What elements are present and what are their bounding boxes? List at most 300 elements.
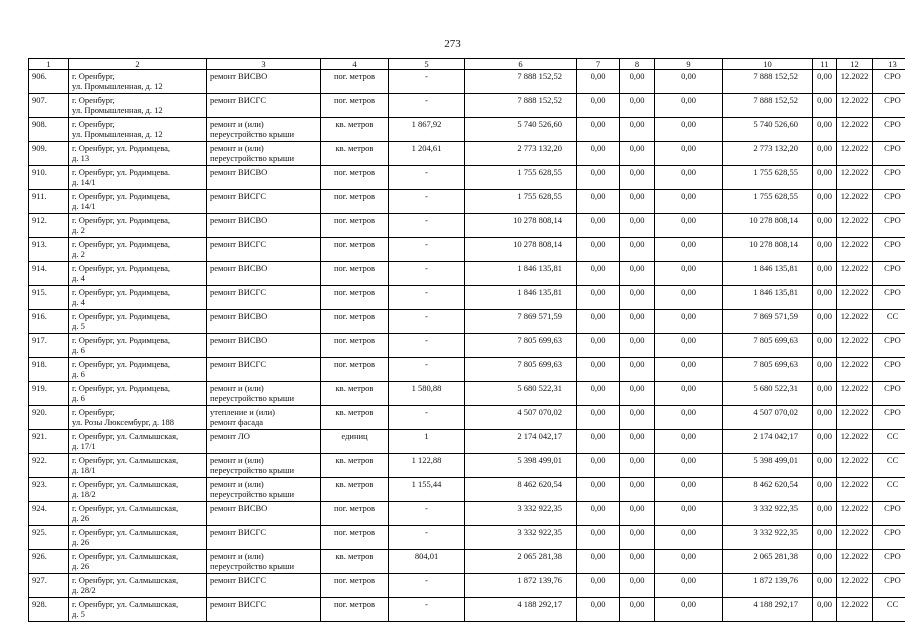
column-header: 1: [29, 59, 69, 70]
unit-cell: кв. метров: [321, 478, 389, 502]
table-row: [29, 214, 905, 238]
cost-cell: 3 332 922,35: [465, 526, 577, 550]
work-type-cell: [207, 502, 321, 526]
table-row: [29, 142, 905, 166]
cost-cell: 4 188 292,17: [465, 598, 577, 622]
date-cell: 12.2022: [837, 550, 873, 574]
date-cell: 12.2022: [837, 478, 873, 502]
table-row: [29, 262, 905, 286]
total-cell: 1 755 628,55: [723, 166, 813, 190]
value-cell-9: 0,00: [655, 574, 723, 598]
value-cell-11: 0,00: [813, 334, 837, 358]
source-cell: СРО: [873, 502, 905, 526]
work-line: ремонт ВИСГС: [210, 95, 266, 105]
cost-cell: 1 846 135,81: [465, 286, 577, 310]
date-cell: 12.2022: [837, 166, 873, 190]
total-cell: 1 846 135,81: [723, 262, 813, 286]
unit-cell: кв. метров: [321, 454, 389, 478]
value-cell-7: 0,00: [577, 550, 620, 574]
value-cell-8: 0,00: [620, 526, 655, 550]
address-cell: [69, 310, 207, 334]
value-cell-9: 0,00: [655, 598, 723, 622]
value-cell-7: 0,00: [577, 142, 620, 166]
work-type-cell: [207, 190, 321, 214]
value-cell-9: 0,00: [655, 262, 723, 286]
row-number: 920.: [29, 406, 69, 430]
address-line: д. 4: [72, 273, 85, 283]
work-type-cell: [207, 478, 321, 502]
row-number: 907.: [29, 94, 69, 118]
address-line: д. 14/1: [72, 177, 96, 187]
value-cell-9: 0,00: [655, 286, 723, 310]
work-line: ремонт ВИСВО: [210, 335, 268, 345]
row-number: 910.: [29, 166, 69, 190]
work-type-cell: [207, 238, 321, 262]
table-row: [29, 310, 905, 334]
date-cell: 12.2022: [837, 358, 873, 382]
unit-cell: кв. метров: [321, 382, 389, 406]
total-cell: 1 755 628,55: [723, 190, 813, 214]
address-line: г. Оренбург, ул. Салмышская,: [72, 431, 179, 441]
area-cell: -: [389, 574, 465, 598]
address-line: д. 13: [72, 153, 90, 163]
table-header: [29, 59, 905, 70]
repair-register-table: [28, 58, 905, 622]
source-cell: СРО: [873, 94, 905, 118]
work-line: ремонт и (или): [210, 455, 264, 465]
value-cell-7: 0,00: [577, 214, 620, 238]
work-line: ремонт ВИСВО: [210, 263, 268, 273]
area-cell: 1 155,44: [389, 478, 465, 502]
work-line: ремонт и (или): [210, 119, 264, 129]
area-cell: -: [389, 262, 465, 286]
address-cell: [69, 502, 207, 526]
cost-cell: 7 888 152,52: [465, 70, 577, 94]
date-cell: 12.2022: [837, 574, 873, 598]
value-cell-7: 0,00: [577, 382, 620, 406]
total-cell: 3 332 922,35: [723, 526, 813, 550]
address-line: г. Оренбург, ул. Салмышская,: [72, 527, 179, 537]
table-row: [29, 286, 905, 310]
date-cell: 12.2022: [837, 502, 873, 526]
date-cell: 12.2022: [837, 598, 873, 622]
address-cell: [69, 262, 207, 286]
value-cell-7: 0,00: [577, 238, 620, 262]
total-cell: 5 398 499,01: [723, 454, 813, 478]
value-cell-8: 0,00: [620, 334, 655, 358]
source-cell: СРО: [873, 166, 905, 190]
row-number: 909.: [29, 142, 69, 166]
value-cell-8: 0,00: [620, 262, 655, 286]
work-line: ремонт ВИСГС: [210, 575, 266, 585]
date-cell: 12.2022: [837, 286, 873, 310]
source-cell: СС: [873, 310, 905, 334]
address-line: д. 6: [72, 369, 85, 379]
value-cell-11: 0,00: [813, 94, 837, 118]
work-line: ремонт ВИСГС: [210, 527, 266, 537]
value-cell-11: 0,00: [813, 286, 837, 310]
table-row: [29, 118, 905, 142]
unit-cell: пог. метров: [321, 526, 389, 550]
address-cell: [69, 478, 207, 502]
column-header: 3: [207, 59, 321, 70]
total-cell: 5 740 526,60: [723, 118, 813, 142]
source-cell: СРО: [873, 142, 905, 166]
cost-cell: 7 805 699,63: [465, 334, 577, 358]
value-cell-8: 0,00: [620, 310, 655, 334]
column-header: 8: [620, 59, 655, 70]
row-number: 919.: [29, 382, 69, 406]
table-body: [29, 70, 905, 622]
value-cell-7: 0,00: [577, 574, 620, 598]
table-row: [29, 454, 905, 478]
unit-cell: пог. метров: [321, 502, 389, 526]
area-cell: -: [389, 526, 465, 550]
area-cell: 1 580,88: [389, 382, 465, 406]
value-cell-9: 0,00: [655, 166, 723, 190]
date-cell: 12.2022: [837, 310, 873, 334]
address-line: д. 26: [72, 561, 90, 571]
row-number: 917.: [29, 334, 69, 358]
total-cell: 3 332 922,35: [723, 502, 813, 526]
column-header: 7: [577, 59, 620, 70]
value-cell-11: 0,00: [813, 382, 837, 406]
column-header: 12: [837, 59, 873, 70]
address-cell: [69, 574, 207, 598]
address-line: г. Оренбург, ул. Салмышская,: [72, 551, 179, 561]
date-cell: 12.2022: [837, 406, 873, 430]
address-line: г. Оренбург,: [72, 407, 115, 417]
address-cell: [69, 358, 207, 382]
value-cell-9: 0,00: [655, 526, 723, 550]
table-row: [29, 358, 905, 382]
source-cell: СРО: [873, 118, 905, 142]
address-cell: [69, 430, 207, 454]
work-line: переустройство крыши: [210, 489, 295, 499]
value-cell-11: 0,00: [813, 358, 837, 382]
cost-cell: 1 846 135,81: [465, 262, 577, 286]
cost-cell: 10 278 808,14: [465, 238, 577, 262]
address-line: д. 17/1: [72, 441, 96, 451]
unit-cell: пог. метров: [321, 94, 389, 118]
value-cell-8: 0,00: [620, 118, 655, 142]
row-number: 918.: [29, 358, 69, 382]
work-line: переустройство крыши: [210, 153, 295, 163]
address-line: г. Оренбург, ул. Родимцева.: [72, 167, 171, 177]
address-line: г. Оренбург, ул. Родимцева,: [72, 359, 171, 369]
value-cell-9: 0,00: [655, 94, 723, 118]
table-row: [29, 406, 905, 430]
source-cell: СРО: [873, 214, 905, 238]
row-number: 922.: [29, 454, 69, 478]
date-cell: 12.2022: [837, 382, 873, 406]
address-line: г. Оренбург,: [72, 71, 115, 81]
unit-cell: кв. метров: [321, 142, 389, 166]
work-line: ремонт ВИСГС: [210, 239, 266, 249]
value-cell-7: 0,00: [577, 598, 620, 622]
total-cell: 7 805 699,63: [723, 334, 813, 358]
area-cell: 1: [389, 430, 465, 454]
area-cell: -: [389, 502, 465, 526]
value-cell-7: 0,00: [577, 166, 620, 190]
value-cell-7: 0,00: [577, 454, 620, 478]
table-row: [29, 382, 905, 406]
address-line: ул. Промышленная, д. 12: [72, 81, 163, 91]
source-cell: СРО: [873, 334, 905, 358]
area-cell: -: [389, 406, 465, 430]
date-cell: 12.2022: [837, 238, 873, 262]
address-cell: [69, 526, 207, 550]
value-cell-7: 0,00: [577, 430, 620, 454]
address-cell: [69, 94, 207, 118]
value-cell-8: 0,00: [620, 238, 655, 262]
value-cell-7: 0,00: [577, 526, 620, 550]
unit-cell: пог. метров: [321, 190, 389, 214]
value-cell-8: 0,00: [620, 406, 655, 430]
value-cell-7: 0,00: [577, 70, 620, 94]
address-line: д. 28/2: [72, 585, 96, 595]
total-cell: 7 869 571,59: [723, 310, 813, 334]
column-header: 4: [321, 59, 389, 70]
row-number: 912.: [29, 214, 69, 238]
area-cell: 1 204,61: [389, 142, 465, 166]
work-line: переустройство крыши: [210, 129, 295, 139]
work-type-cell: [207, 262, 321, 286]
date-cell: 12.2022: [837, 214, 873, 238]
table-row: [29, 550, 905, 574]
value-cell-8: 0,00: [620, 502, 655, 526]
address-line: д. 26: [72, 537, 90, 547]
work-line: ремонт фасада: [210, 417, 264, 427]
address-line: г. Оренбург, ул. Салмышская,: [72, 575, 179, 585]
date-cell: 12.2022: [837, 526, 873, 550]
column-header: 5: [389, 59, 465, 70]
source-cell: СРО: [873, 262, 905, 286]
work-line: переустройство крыши: [210, 465, 295, 475]
area-cell: -: [389, 214, 465, 238]
value-cell-7: 0,00: [577, 502, 620, 526]
source-cell: СРО: [873, 406, 905, 430]
cost-cell: 2 773 132,20: [465, 142, 577, 166]
row-number: 926.: [29, 550, 69, 574]
source-cell: СРО: [873, 286, 905, 310]
address-cell: [69, 382, 207, 406]
value-cell-8: 0,00: [620, 430, 655, 454]
unit-cell: пог. метров: [321, 358, 389, 382]
address-line: г. Оренбург, ул. Салмышская,: [72, 455, 179, 465]
total-cell: 7 805 699,63: [723, 358, 813, 382]
work-type-cell: [207, 382, 321, 406]
total-cell: 4 188 292,17: [723, 598, 813, 622]
address-cell: [69, 454, 207, 478]
address-cell: [69, 406, 207, 430]
table-row: [29, 334, 905, 358]
address-line: д. 2: [72, 225, 85, 235]
address-line: г. Оренбург, ул. Родимцева,: [72, 143, 171, 153]
table-row: [29, 502, 905, 526]
address-cell: [69, 238, 207, 262]
unit-cell: пог. метров: [321, 214, 389, 238]
work-type-cell: [207, 598, 321, 622]
address-cell: [69, 118, 207, 142]
total-cell: 1 872 139,76: [723, 574, 813, 598]
value-cell-11: 0,00: [813, 214, 837, 238]
source-cell: СРО: [873, 574, 905, 598]
unit-cell: пог. метров: [321, 166, 389, 190]
address-line: ул. Промышленная, д. 12: [72, 129, 163, 139]
table-row: [29, 70, 905, 94]
cost-cell: 1 755 628,55: [465, 166, 577, 190]
address-line: д. 5: [72, 321, 85, 331]
work-line: ремонт и (или): [210, 479, 264, 489]
area-cell: 1 867,92: [389, 118, 465, 142]
date-cell: 12.2022: [837, 142, 873, 166]
value-cell-8: 0,00: [620, 574, 655, 598]
address-cell: [69, 334, 207, 358]
value-cell-11: 0,00: [813, 574, 837, 598]
source-cell: СРО: [873, 70, 905, 94]
address-cell: [69, 214, 207, 238]
address-line: д. 5: [72, 609, 85, 619]
address-line: д. 18/2: [72, 489, 96, 499]
address-line: г. Оренбург, ул. Родимцева,: [72, 287, 171, 297]
table-row: [29, 478, 905, 502]
source-cell: СРО: [873, 238, 905, 262]
address-cell: [69, 286, 207, 310]
cost-cell: 7 805 699,63: [465, 358, 577, 382]
address-cell: [69, 70, 207, 94]
value-cell-11: 0,00: [813, 238, 837, 262]
table-row: [29, 166, 905, 190]
work-line: ремонт ЛО: [210, 431, 250, 441]
unit-cell: пог. метров: [321, 598, 389, 622]
value-cell-11: 0,00: [813, 118, 837, 142]
source-cell: СС: [873, 598, 905, 622]
area-cell: -: [389, 166, 465, 190]
column-header: 9: [655, 59, 723, 70]
value-cell-8: 0,00: [620, 166, 655, 190]
area-cell: -: [389, 238, 465, 262]
address-line: д. 4: [72, 297, 85, 307]
table-row: [29, 430, 905, 454]
cost-cell: 2 065 281,38: [465, 550, 577, 574]
address-line: г. Оренбург, ул. Салмышская,: [72, 503, 179, 513]
value-cell-9: 0,00: [655, 238, 723, 262]
cost-cell: 5 398 499,01: [465, 454, 577, 478]
work-type-cell: [207, 166, 321, 190]
total-cell: 10 278 808,14: [723, 238, 813, 262]
work-type-cell: [207, 550, 321, 574]
address-line: г. Оренбург, ул. Салмышская,: [72, 479, 179, 489]
value-cell-7: 0,00: [577, 406, 620, 430]
address-line: г. Оренбург, ул. Родимцева,: [72, 191, 171, 201]
value-cell-7: 0,00: [577, 334, 620, 358]
value-cell-11: 0,00: [813, 526, 837, 550]
value-cell-8: 0,00: [620, 190, 655, 214]
value-cell-9: 0,00: [655, 70, 723, 94]
address-line: д. 18/1: [72, 465, 96, 475]
row-number: 908.: [29, 118, 69, 142]
column-header: 6: [465, 59, 577, 70]
address-line: г. Оренбург, ул. Родимцева,: [72, 311, 171, 321]
address-line: д. 26: [72, 513, 90, 523]
cost-cell: 2 174 042,17: [465, 430, 577, 454]
value-cell-11: 0,00: [813, 70, 837, 94]
total-cell: 8 462 620,54: [723, 478, 813, 502]
value-cell-9: 0,00: [655, 118, 723, 142]
total-cell: 7 888 152,52: [723, 70, 813, 94]
unit-cell: пог. метров: [321, 574, 389, 598]
address-cell: [69, 550, 207, 574]
unit-cell: пог. метров: [321, 334, 389, 358]
date-cell: 12.2022: [837, 118, 873, 142]
unit-cell: пог. метров: [321, 238, 389, 262]
row-number: 913.: [29, 238, 69, 262]
date-cell: 12.2022: [837, 262, 873, 286]
work-line: переустройство крыши: [210, 393, 295, 403]
value-cell-8: 0,00: [620, 286, 655, 310]
value-cell-8: 0,00: [620, 358, 655, 382]
work-line: ремонт и (или): [210, 143, 264, 153]
work-line: ремонт ВИСГС: [210, 359, 266, 369]
cost-cell: 5 680 522,31: [465, 382, 577, 406]
work-line: переустройство крыши: [210, 561, 295, 571]
work-line: ремонт ВИСВО: [210, 71, 268, 81]
unit-cell: кв. метров: [321, 550, 389, 574]
unit-cell: пог. метров: [321, 70, 389, 94]
unit-cell: кв. метров: [321, 406, 389, 430]
row-number: 915.: [29, 286, 69, 310]
area-cell: -: [389, 334, 465, 358]
address-line: г. Оренбург, ул. Родимцева,: [72, 239, 171, 249]
table-row: [29, 526, 905, 550]
address-line: д. 6: [72, 393, 85, 403]
source-cell: СС: [873, 478, 905, 502]
row-number: 906.: [29, 70, 69, 94]
work-type-cell: [207, 214, 321, 238]
work-type-cell: [207, 574, 321, 598]
value-cell-11: 0,00: [813, 310, 837, 334]
value-cell-7: 0,00: [577, 190, 620, 214]
address-line: г. Оренбург,: [72, 95, 115, 105]
value-cell-8: 0,00: [620, 94, 655, 118]
page-number: 273: [444, 38, 461, 50]
value-cell-8: 0,00: [620, 214, 655, 238]
value-cell-9: 0,00: [655, 478, 723, 502]
work-type-cell: [207, 430, 321, 454]
cost-cell: 4 507 070,02: [465, 406, 577, 430]
address-cell: [69, 142, 207, 166]
row-number: 923.: [29, 478, 69, 502]
work-line: ремонт ВИСГС: [210, 599, 266, 609]
source-cell: СРО: [873, 550, 905, 574]
address-line: г. Оренбург, ул. Родимцева,: [72, 263, 171, 273]
cost-cell: 10 278 808,14: [465, 214, 577, 238]
value-cell-9: 0,00: [655, 214, 723, 238]
work-line: ремонт ВИСГС: [210, 191, 266, 201]
total-cell: 2 065 281,38: [723, 550, 813, 574]
value-cell-8: 0,00: [620, 454, 655, 478]
cost-cell: 1 755 628,55: [465, 190, 577, 214]
address-line: г. Оренбург,: [72, 119, 115, 129]
value-cell-7: 0,00: [577, 94, 620, 118]
work-type-cell: [207, 142, 321, 166]
header-row: [29, 59, 905, 70]
work-type-cell: [207, 286, 321, 310]
area-cell: 1 122,88: [389, 454, 465, 478]
work-line: ремонт и (или): [210, 383, 264, 393]
work-line: ремонт ВИСВО: [210, 215, 268, 225]
